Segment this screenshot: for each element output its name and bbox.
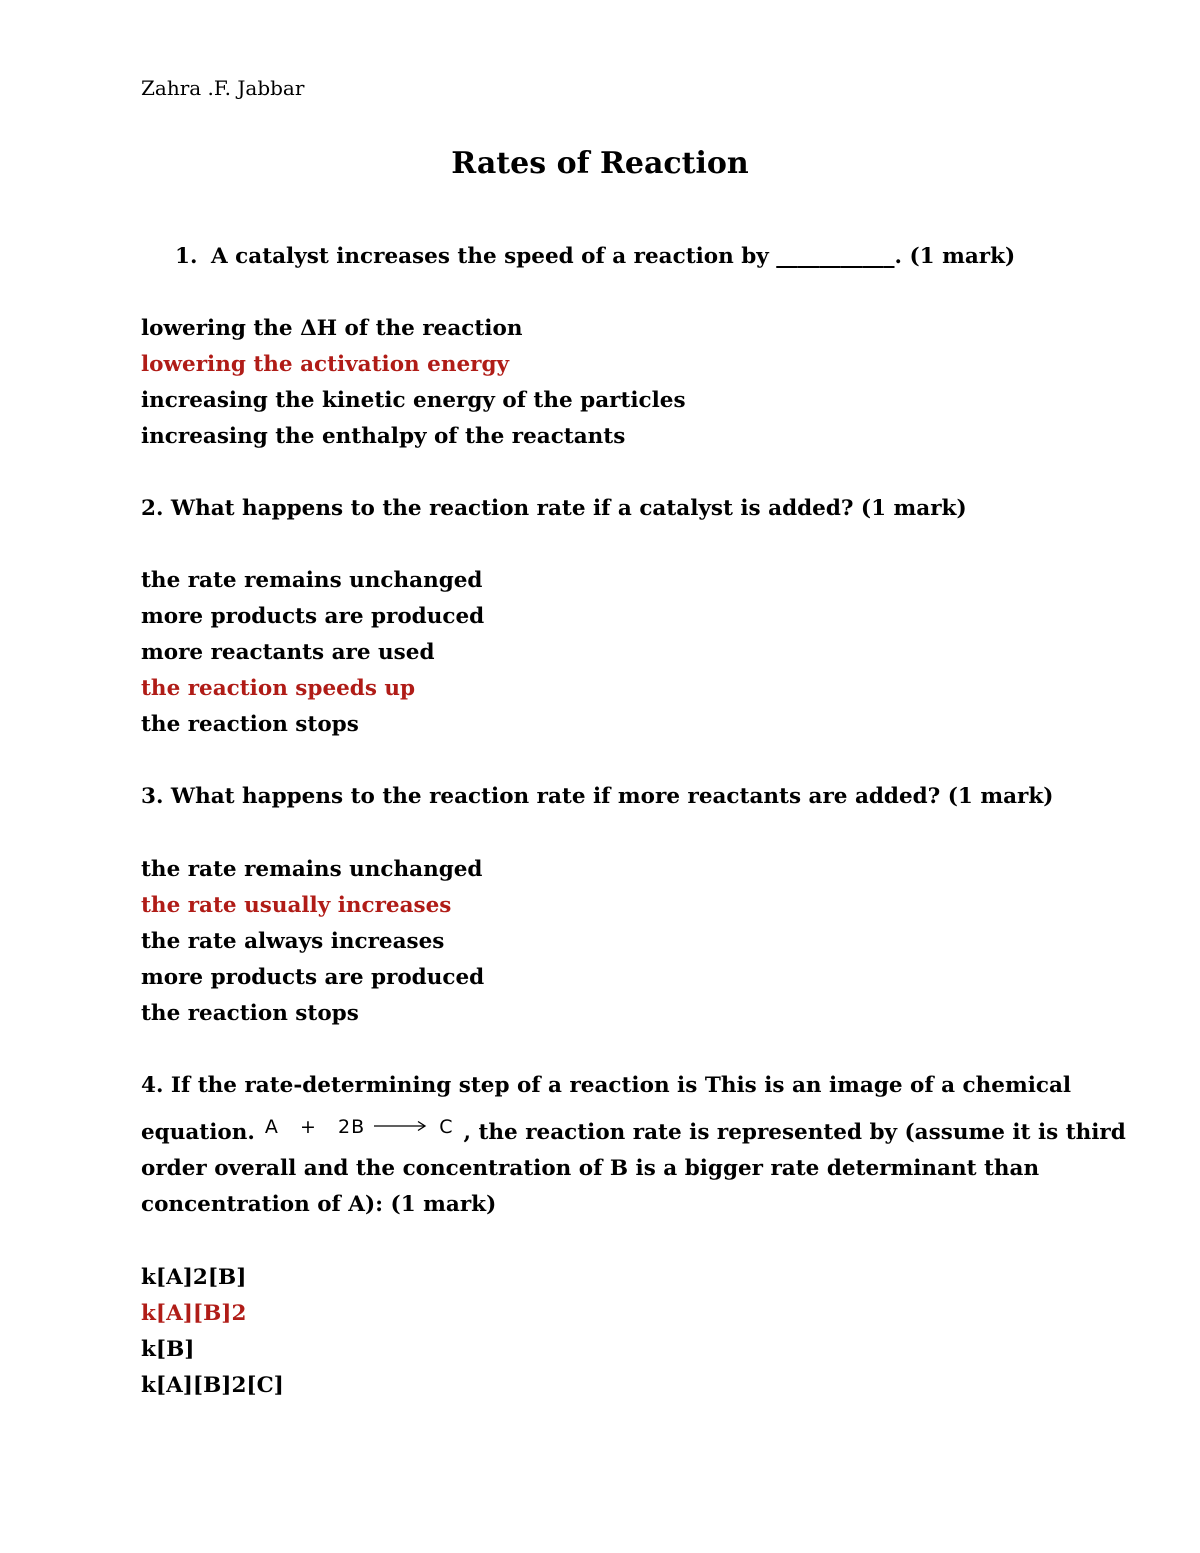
- equation-arrow-icon: [372, 1120, 432, 1132]
- page-title: Rates of Reaction: [451, 146, 749, 181]
- question-4-line-2-start: equation.: [141, 1120, 255, 1145]
- question-4-line-3: order overall and the concentration of B is a bigger rate determinant than: [141, 1156, 1040, 1181]
- q4-option-4: k[A][B]2[C]: [141, 1373, 284, 1398]
- equation-product-c: C: [439, 1116, 454, 1138]
- question-4-line-2-end: , the reaction rate is represented by (assume it is third: [463, 1120, 1126, 1145]
- q2-option-5: the reaction stops: [141, 712, 359, 737]
- q4-option-1: k[A]2[B]: [141, 1265, 247, 1290]
- q3-option-5: the reaction stops: [141, 1001, 359, 1026]
- q2-option-4-correct: the reaction speeds up: [141, 676, 416, 701]
- question-3-text: 3. What happens to the reaction rate if more reactants are added? (1 mark): [141, 784, 1054, 809]
- question-1-text: A catalyst increases the speed of a reaction by ___________. (1 mark): [211, 244, 1016, 269]
- q3-option-4: more products are produced: [141, 965, 485, 990]
- equation-reactant-2b: 2B: [338, 1116, 366, 1138]
- q4-option-2-correct: k[A][B]2: [141, 1301, 247, 1326]
- q3-option-3: the rate always increases: [141, 929, 445, 954]
- question-2-text: 2. What happens to the reaction rate if a catalyst is added? (1 mark): [141, 496, 967, 521]
- q3-option-2-correct: the rate usually increases: [141, 893, 452, 918]
- q3-option-1: the rate remains unchanged: [141, 857, 483, 882]
- chemical-equation-image: [265, 1114, 454, 1140]
- q2-option-2: more products are produced: [141, 604, 485, 629]
- question-4-line-1: 4. If the rate-determining step of a reaction is This is an image of a chemical: [141, 1073, 1072, 1098]
- q4-option-3: k[B]: [141, 1337, 195, 1362]
- equation-plus: +: [299, 1116, 317, 1138]
- q1-option-4: increasing the enthalpy of the reactants: [141, 424, 626, 449]
- author-name: Zahra .F. Jabbar: [141, 76, 305, 100]
- equation-reactant-a: A: [264, 1116, 279, 1138]
- q2-option-3: more reactants are used: [141, 640, 435, 665]
- question-1-number: 1.: [175, 244, 198, 269]
- question-4-line-4: concentration of A): (1 mark): [141, 1192, 497, 1217]
- q1-option-1: lowering the ΔH of the reaction: [141, 316, 523, 341]
- q1-option-3: increasing the kinetic energy of the particles: [141, 388, 686, 413]
- q2-option-1: the rate remains unchanged: [141, 568, 483, 593]
- q1-option-2-correct: lowering the activation energy: [141, 352, 510, 377]
- question-4-line-2: [141, 1116, 1126, 1146]
